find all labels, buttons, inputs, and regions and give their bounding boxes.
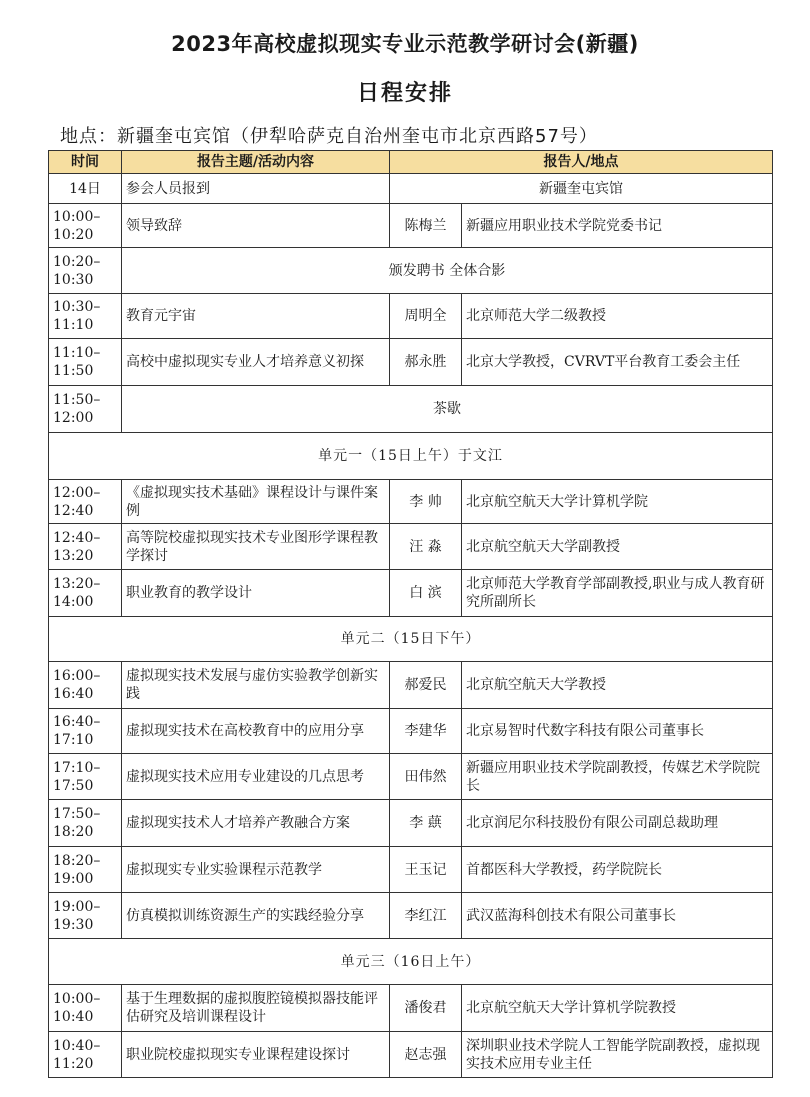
affiliation-cell: 武汉蓝海科创技术有限公司董事长 [462,893,773,939]
speaker-cell: 王玉记 [390,847,462,893]
speaker-cell: 李 蕻 [390,800,462,847]
section-row [49,433,773,480]
table-row [49,339,773,386]
speaker-cell: 白 滨 [390,570,462,617]
section-header: 单元三（16日上午） [49,939,773,985]
activity-cell: 茶歇 [122,386,773,433]
speaker-cell: 陈梅兰 [390,204,462,248]
table-header-row [49,151,773,174]
speaker-cell: 李建华 [390,709,462,754]
topic-cell: 参会人员报到 [122,174,390,204]
time-cell: 12:40– 13:20 [49,524,122,570]
speaker-cell: 李 帅 [390,480,462,524]
time-cell: 17:10– 17:50 [49,754,122,800]
topic-cell: 虚拟现实技术发展与虚仿实验教学创新实践 [122,662,390,709]
affiliation-cell: 新疆应用职业技术学院党委书记 [462,204,773,248]
topic-cell: 仿真模拟训练资源生产的实践经验分享 [122,893,390,939]
speaker-cell: 汪 淼 [390,524,462,570]
table-row [49,294,773,339]
topic-cell: 教育元宇宙 [122,294,390,339]
topic-cell: 虚拟现实技术人才培养产教融合方案 [122,800,390,847]
section-row [49,939,773,985]
topic-cell: 虚拟现实技术应用专业建设的几点思考 [122,754,390,800]
time-cell: 12:00– 12:40 [49,480,122,524]
topic-cell: 职业教育的教学设计 [122,570,390,617]
header-topic: 报告主题/活动内容 [122,151,390,174]
time-cell: 16:00– 16:40 [49,662,122,709]
affiliation-cell: 北京航空航天大学计算机学院教授 [462,985,773,1032]
location-line: 地点：新疆奎屯宾馆（伊犁哈萨克自治州奎屯市北京西路57号） [60,126,598,147]
time-cell: 13:20– 14:00 [49,570,122,617]
table-row [49,985,773,1032]
table-row [49,570,773,617]
time-cell: 14日 [49,174,122,204]
affiliation-cell: 首都医科大学教授，药学院院长 [462,847,773,893]
topic-cell: 职业院校虚拟现实专业课程建设探讨 [122,1032,390,1078]
table-row [49,754,773,800]
table-row [49,800,773,847]
speaker-cell: 周明全 [390,294,462,339]
affiliation-cell: 北京航空航天大学教授 [462,662,773,709]
table-row [49,1032,773,1078]
topic-cell: 高校中虚拟现实专业人才培养意义初探 [122,339,390,386]
topic-cell: 虚拟现实技术在高校教育中的应用分享 [122,709,390,754]
speaker-cell: 潘俊君 [390,985,462,1032]
speaker-cell: 郝永胜 [390,339,462,386]
time-cell: 11:10– 11:50 [49,339,122,386]
speaker-cell: 赵志强 [390,1032,462,1078]
time-cell: 19:00– 19:30 [49,893,122,939]
topic-cell: 领导致辞 [122,204,390,248]
topic-cell: 虚拟现实专业实验课程示范教学 [122,847,390,893]
table-row [49,524,773,570]
time-cell: 10:20– 10:30 [49,248,122,294]
time-cell: 16:40– 17:10 [49,709,122,754]
table-row [49,204,773,248]
affiliation-cell: 北京航空航天大学副教授 [462,524,773,570]
speaker-cell: 田伟然 [390,754,462,800]
header-speaker: 报告人/地点 [390,151,773,174]
table-row [49,386,773,433]
section-header: 单元二（15日下午） [49,617,773,662]
topic-cell: 高等院校虚拟现实技术专业图形学课程教学探讨 [122,524,390,570]
time-cell: 11:50– 12:00 [49,386,122,433]
speaker-cell: 郝爱民 [390,662,462,709]
table-row [49,847,773,893]
speaker-cell: 李红江 [390,893,462,939]
header-time: 时间 [49,151,122,174]
time-cell: 10:00– 10:40 [49,985,122,1032]
affiliation-cell: 北京师范大学教育学部副教授,职业与成人教育研究所副所长 [462,570,773,617]
table-row [49,174,773,204]
table-row [49,893,773,939]
affiliation-cell: 北京润尼尔科技股份有限公司副总裁助理 [462,800,773,847]
activity-cell: 颁发聘书 全体合影 [122,248,773,294]
time-cell: 10:40– 11:20 [49,1032,122,1078]
time-cell: 10:30– 11:10 [49,294,122,339]
page-title: 2023年高校虚拟现实专业示范教学研讨会(新疆) [171,32,639,56]
topic-cell: 《虚拟现实技术基础》课程设计与课件案例 [122,480,390,524]
place-cell: 新疆奎屯宾馆 [390,174,773,204]
table-row [49,248,773,294]
section-row [49,617,773,662]
affiliation-cell: 新疆应用职业技术学院副教授，传媒艺术学院院长 [462,754,773,800]
schedule-table [48,150,773,1078]
affiliation-cell: 深圳职业技术学院人工智能学院副教授，虚拟现实技术应用专业主任 [462,1032,773,1078]
table-row [49,480,773,524]
section-header: 单元一（15日上午）于文江 [49,433,773,480]
time-cell: 18:20– 19:00 [49,847,122,893]
time-cell: 10:00– 10:20 [49,204,122,248]
table-row [49,662,773,709]
page-subtitle: 日程安排 [356,81,453,106]
time-cell: 17:50– 18:20 [49,800,122,847]
affiliation-cell: 北京大学教授，CVRVT平台教育工委会主任 [462,339,773,386]
affiliation-cell: 北京易智时代数字科技有限公司董事长 [462,709,773,754]
table-row [49,709,773,754]
affiliation-cell: 北京航空航天大学计算机学院 [462,480,773,524]
affiliation-cell: 北京师范大学二级教授 [462,294,773,339]
topic-cell: 基于生理数据的虚拟腹腔镜模拟器技能评估研究及培训课程设计 [122,985,390,1032]
